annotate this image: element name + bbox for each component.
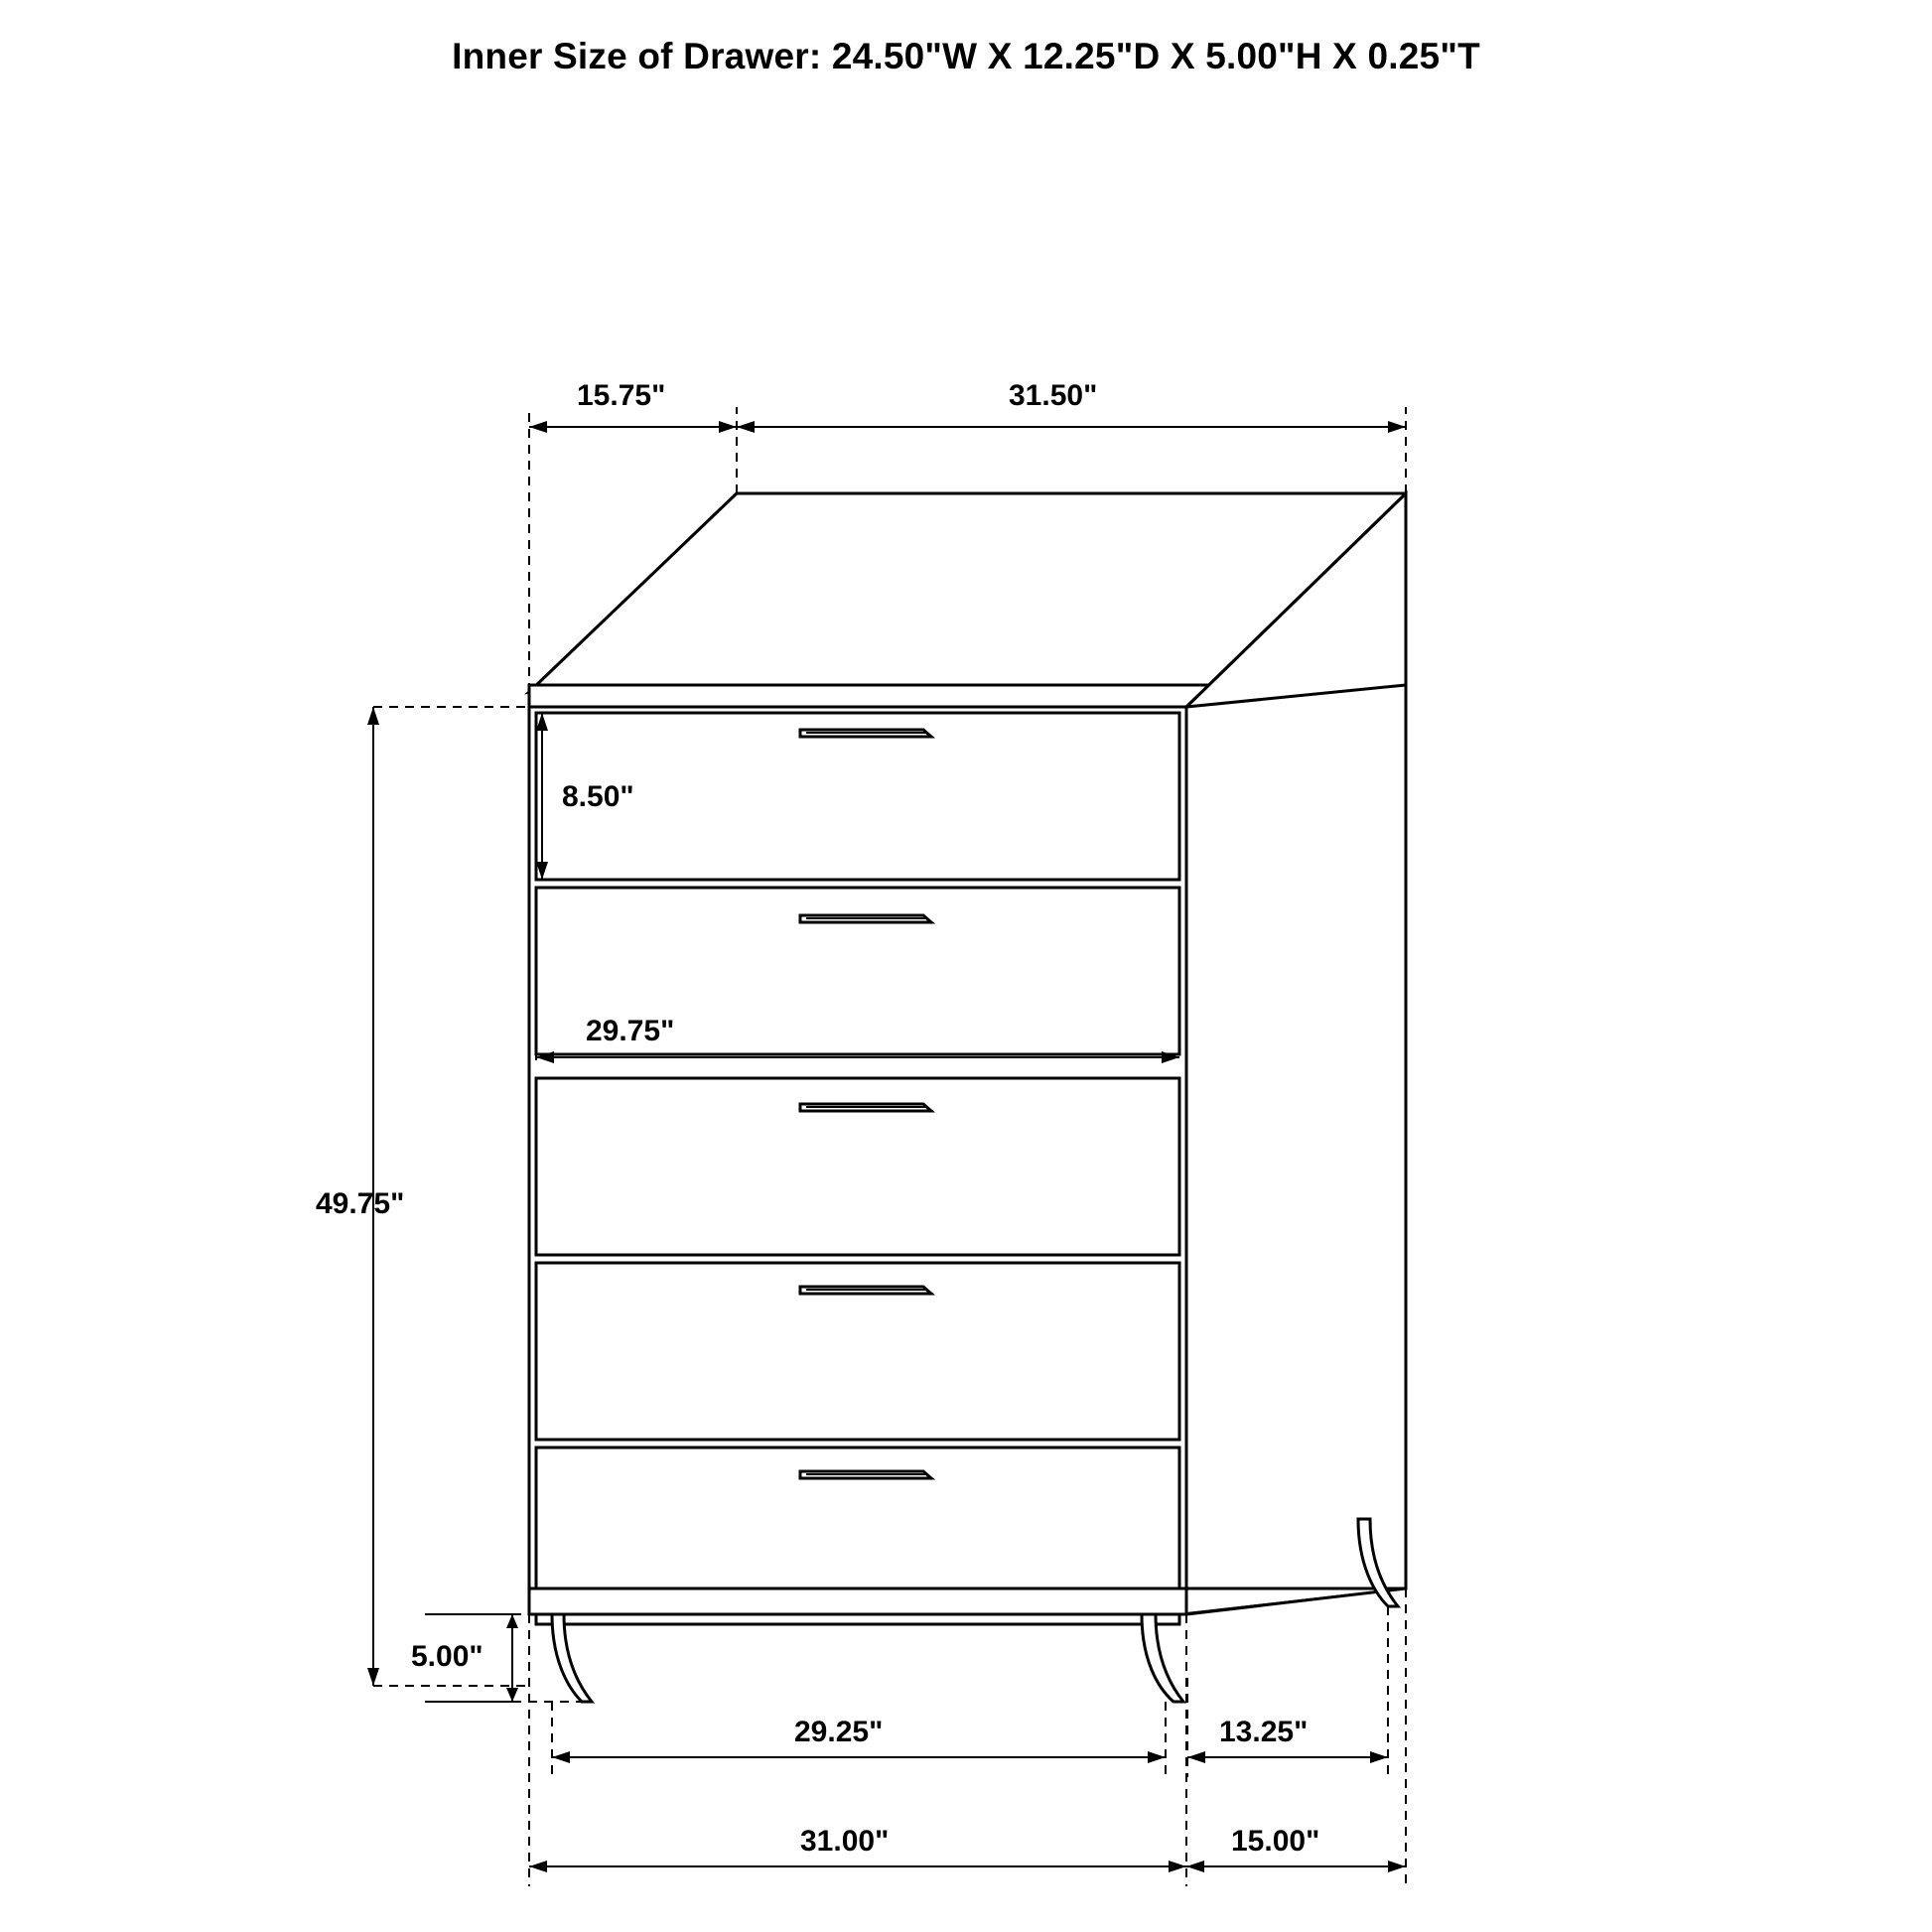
dim-drawer-front-width: 29.75" bbox=[586, 1015, 675, 1047]
dim-case-width: 31.00" bbox=[800, 1825, 890, 1858]
dim-base-front-width: 29.25" bbox=[794, 1716, 884, 1748]
dim-overall-height: 49.75" bbox=[316, 1187, 405, 1220]
dim-top-depth: 15.75" bbox=[577, 379, 666, 412]
dim-case-depth: 15.00" bbox=[1231, 1825, 1320, 1858]
dim-base-side-depth: 13.25" bbox=[1219, 1716, 1309, 1748]
dim-top-width: 31.50" bbox=[1009, 379, 1098, 412]
dim-leg-height: 5.00" bbox=[411, 1640, 483, 1673]
page-title: Inner Size of Drawer: 24.50"W X 12.25"D X 5.00"H X 0.25"T bbox=[452, 36, 1480, 76]
dim-drawer-front-height: 8.50" bbox=[562, 780, 634, 813]
